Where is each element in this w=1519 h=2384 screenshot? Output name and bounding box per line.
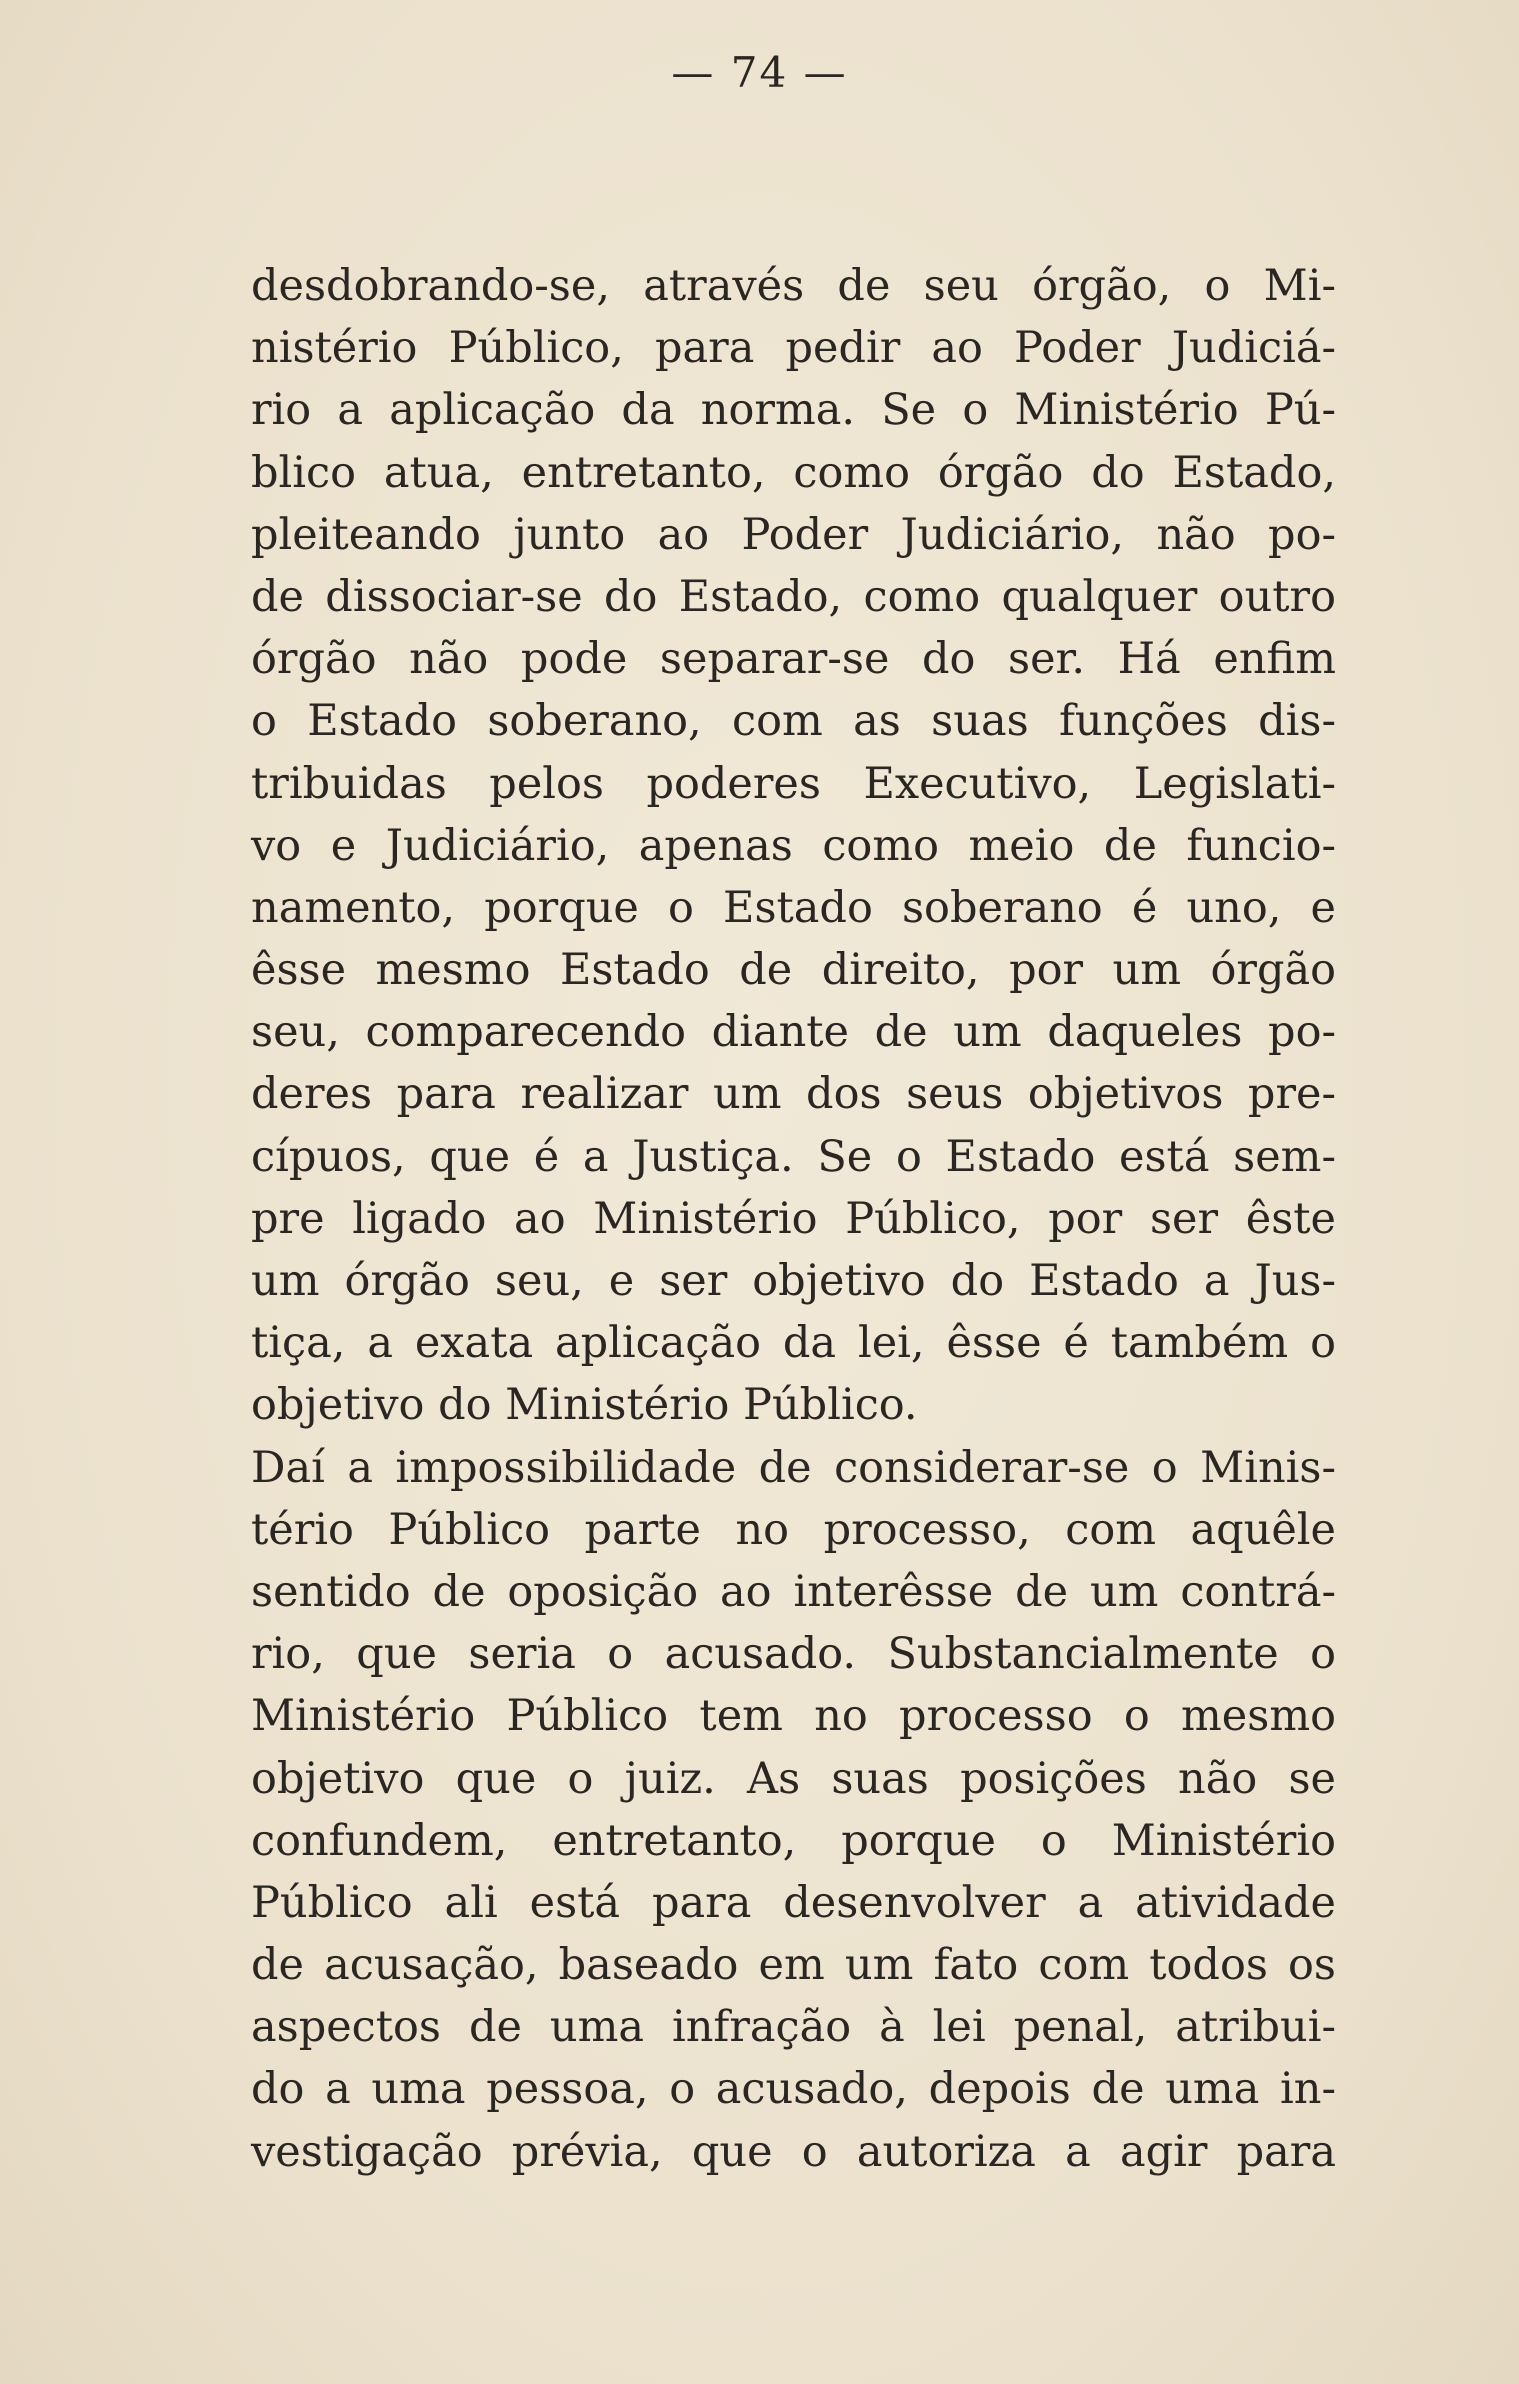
text-line: sentido de oposição ao interêsse de um contrá-	[251, 1566, 1336, 1617]
text-line: nistério Público, para pedir ao Poder Judiciá-	[251, 323, 1336, 374]
page-number: — 74 —	[671, 48, 848, 97]
text-line: pleiteando junto ao Poder Judiciário, não po-	[251, 509, 1336, 560]
text-line: tério Público parte no processo, com aquêle	[251, 1504, 1336, 1555]
text-line: pre ligado ao Ministério Público, por ser êste	[251, 1193, 1336, 1244]
body-text	[251, 255, 1336, 2183]
text-line: deres para realizar um dos seus objetivos pre-	[251, 1069, 1336, 1120]
text-line: de dissociar-se do Estado, como qualquer outro	[251, 571, 1336, 622]
text-line: namento, porque o Estado soberano é uno, e	[251, 882, 1336, 933]
text-line: Ministério Público tem no processo o mesmo	[251, 1691, 1336, 1742]
text-line: vestigação prévia, que o autoriza a agir para	[251, 2126, 1336, 2177]
text-line: seu, comparecendo diante de um daqueles po-	[251, 1007, 1336, 1058]
text-line: vo e Judiciário, apenas como meio de funcio-	[251, 820, 1336, 871]
text-line: desdobrando-se, através de seu órgão, o Mi-	[251, 261, 1336, 311]
text-line: rio, que seria o acusado. Substancialmente o	[251, 1629, 1336, 1680]
text-line: rio a aplicação da norma. Se o Ministério Pú-	[251, 385, 1336, 436]
text-line: confundem, entretanto, porque o Ministério	[251, 1815, 1336, 1866]
text-line: blico atua, entretanto, como órgão do Estado,	[251, 447, 1336, 498]
text-line: um órgão seu, e ser objetivo do Estado a Jus-	[251, 1256, 1336, 1306]
text-line: o Estado soberano, com as suas funções dis-	[251, 696, 1336, 747]
text-line: aspectos de uma infração à lei penal, atribui-	[251, 2002, 1336, 2053]
text-line: êsse mesmo Estado de direito, por um órgão	[251, 945, 1336, 996]
text-line: Público ali está para desenvolver a atividade	[251, 1877, 1336, 1928]
paragraph-end-line: objetivo do Ministério Público.	[251, 1380, 918, 1431]
text-line: Daí a impossibilidade de considerar-se o Minis-	[251, 1442, 1336, 1493]
text-line: do a uma pessoa, o acusado, depois de uma in-	[251, 2064, 1336, 2115]
text-line: tiça, a exata aplicação da lei, êsse é também o	[251, 1318, 1336, 1369]
text-line: órgão não pode separar-se do ser. Há enfim	[251, 634, 1336, 685]
text-line: objetivo que o juiz. As suas posições não se	[251, 1753, 1336, 1804]
text-line: tribuidas pelos poderes Executivo, Legislati-	[251, 758, 1336, 809]
text-line: cípuos, que é a Justiça. Se o Estado está sem-	[251, 1131, 1336, 1182]
text-line: de acusação, baseado em um fato com todos os	[251, 1940, 1336, 1991]
